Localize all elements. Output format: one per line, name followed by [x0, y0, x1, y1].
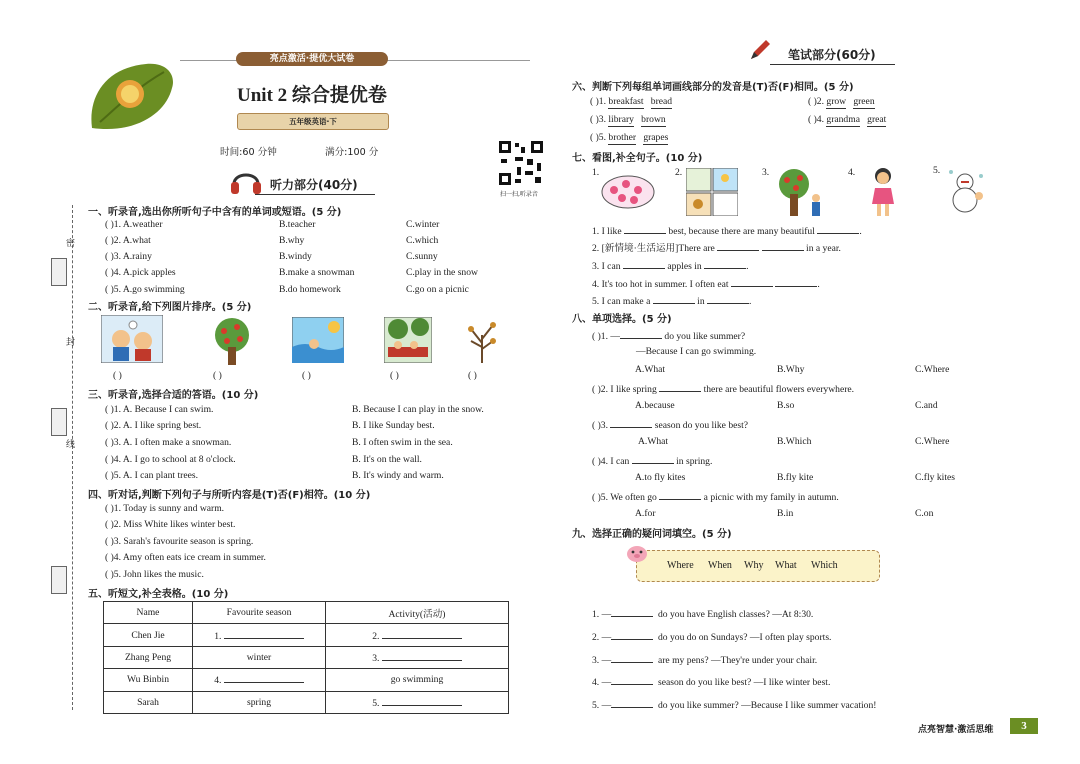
s7-q1: 1. I like best, because there are many beautiful . [592, 226, 862, 237]
pic-girl-summer [868, 166, 898, 216]
s9-q2: 2. — do you do on Sundays? —I often play sports. [592, 632, 832, 643]
s7-pic-num-5: 5. [933, 165, 941, 176]
s2-bracket-5[interactable]: ( ) [468, 370, 477, 381]
side-box-2 [51, 408, 67, 436]
s4-q4: ( )4. Amy often eats ice cream in summer. [105, 552, 266, 563]
answer-blank[interactable] [775, 277, 817, 287]
s7-pic-num-1: 1. [592, 167, 600, 178]
s8-q4-opt-c: C.fly kites [915, 472, 955, 483]
s9-q5: 5. — do you like summer? —Because I like summer vacation! [592, 700, 877, 711]
s8-q3-opt-a: A.What [638, 436, 669, 447]
qr-code[interactable] [497, 139, 545, 187]
headphones-icon [230, 166, 262, 196]
answer-blank[interactable] [611, 653, 653, 663]
s2-bracket-2[interactable]: ( ) [213, 370, 222, 381]
s3-q2-a: ( )2. A. I like spring best. [105, 420, 202, 431]
s8-title: 八、单项选择。(5 分) [572, 314, 672, 325]
pic-apple-picking [774, 168, 826, 216]
season-table [103, 601, 509, 714]
s7-pic-num-4: 4. [848, 167, 856, 178]
answer-blank[interactable] [623, 259, 665, 269]
s7-q5: 5. I can make a in . [592, 296, 752, 307]
pic-picnic [384, 317, 432, 363]
s8-q4-opt-b: B.fly kite [777, 472, 814, 483]
s8-q4: ( )4. I can in spring. [592, 456, 713, 467]
s3-q5-a: ( )5. A. I can plant trees. [105, 470, 198, 481]
s1-q2-c: C.which [406, 235, 439, 246]
answer-blank[interactable] [611, 698, 653, 708]
s9-q3: 3. — are my pens? —They're under your chair. [592, 655, 818, 666]
s9-q4: 4. — season do you like best? —I like winter best. [592, 677, 831, 688]
s1-q4-c: C.play in the snow [406, 267, 478, 278]
s4-q2: ( )2. Miss White likes winter best. [105, 519, 236, 530]
s1-q1-c: C.winter [406, 219, 440, 230]
s2-bracket-4[interactable]: ( ) [390, 370, 399, 381]
table-cell: Wu Binbin [104, 669, 193, 691]
s8-q1-line2: —Because I can go swimming. [636, 346, 757, 357]
table-blank-cell[interactable]: 2. [326, 624, 509, 646]
word-what: What [775, 560, 797, 571]
full-score: 满分:100 分 [325, 147, 379, 158]
qr-caption: 扫一扫,听录音 [500, 191, 538, 198]
s4-q3: ( )3. Sarah's favourite season is spring. [105, 536, 254, 547]
s8-q3-opt-c: C.Where [915, 436, 950, 447]
pic-apple-tree [207, 317, 257, 365]
s7-pic-num-2: 2. [675, 167, 683, 178]
header-badge: 亮点激活·提优大试卷 [236, 52, 388, 66]
s8-q2-opt-b: B.so [777, 400, 795, 411]
s8-q3-opt-b: B.Which [777, 436, 812, 447]
s3-q3-b: B. I often swim in the sea. [352, 437, 453, 448]
s8-q2: ( )2. I like spring there are beautiful flowers everywhere. [592, 384, 855, 395]
answer-blank[interactable] [659, 490, 701, 500]
s1-q1-a: ( )1. A.weather [105, 219, 163, 230]
s9-title: 九、选择正确的疑问词填空。(5 分) [572, 529, 732, 540]
s6-q5: ( )5. brother grapes [590, 132, 669, 143]
s3-q5-b: B. It's windy and warm. [352, 470, 444, 481]
answer-blank[interactable] [611, 675, 653, 685]
answer-blank[interactable] [610, 418, 652, 428]
table-cell: winter [193, 646, 326, 668]
s1-q4-b: B.make a snowman [279, 267, 355, 278]
word-which: Which [811, 560, 838, 571]
answer-blank[interactable] [620, 329, 662, 339]
writing-title: 笔试部分(60分) [788, 48, 876, 62]
pig-icon [626, 545, 648, 563]
page-number: 3 [1010, 718, 1038, 734]
s6-q4: ( )4. grandma great [808, 114, 887, 125]
footer-slogan: 点亮智慧·激活思维 [918, 725, 994, 735]
s1-q1-b: B.teacher [279, 219, 316, 230]
s1-q5-c: C.go on a picnic [406, 284, 469, 295]
s7-q2: 2. [新情境·生活运用]There are in a year. [592, 243, 841, 254]
table-blank-cell[interactable]: 3. [326, 646, 509, 668]
s5-title: 五、听短文,补全表格。(10 分) [88, 589, 229, 600]
s2-bracket-3[interactable]: ( ) [302, 370, 311, 381]
side-box-3 [51, 566, 67, 594]
s3-q4-b: B. It's on the wall. [352, 454, 422, 465]
s8-q2-opt-c: C.and [915, 400, 938, 411]
listening-title: 听力部分(40分) [270, 178, 358, 192]
s1-q3-a: ( )3. A.rainy [105, 251, 152, 262]
word-where: Where [667, 560, 694, 571]
side-label-3: 线 [66, 440, 76, 450]
s8-q1-opt-a: A.What [635, 364, 666, 375]
s8-q2-opt-a: A.because [635, 400, 675, 411]
binding-line [72, 205, 73, 710]
s9-q1: 1. — do you have English classes? —At 8:30. [592, 609, 814, 620]
exam-time: 时间:60 分钟 [220, 147, 277, 158]
writing-underline [770, 64, 895, 65]
s6-title: 六、判断下列每组单词画线部分的发音是(T)否(F)相同。(5 分) [572, 82, 854, 93]
word-when: When [708, 560, 732, 571]
s8-q4-opt-a: A.to fly kites [635, 472, 686, 483]
s7-q4: 4. It's too hot in summer. I often eat . [592, 279, 820, 290]
pic-swimming [292, 317, 344, 363]
s1-q2-a: ( )2. A.what [105, 235, 151, 246]
answer-blank[interactable] [762, 241, 804, 251]
s3-q2-b: B. I like Sunday best. [352, 420, 435, 431]
answer-blank[interactable] [717, 241, 759, 251]
answer-blank[interactable] [611, 607, 653, 617]
s1-q5-b: B.do homework [279, 284, 341, 295]
table-header-name: Name [104, 602, 193, 624]
s8-q5-opt-a: A.for [635, 508, 656, 519]
s6-q2: ( )2. grow green [808, 96, 875, 107]
answer-blank[interactable] [704, 259, 746, 269]
answer-blank[interactable] [817, 224, 859, 234]
answer-blank[interactable] [653, 294, 695, 304]
s8-q5-opt-c: C.on [915, 508, 934, 519]
s8-q1-opt-c: C.Where [915, 364, 950, 375]
s7-title: 七、看图,补全句子。(10 分) [572, 153, 703, 164]
answer-blank[interactable] [707, 294, 749, 304]
answer-blank[interactable] [659, 382, 701, 392]
s1-title: 一、听录音,选出你所听句子中含有的单词或短语。(5 分) [88, 207, 342, 218]
answer-blank[interactable] [611, 630, 653, 640]
table-blank-cell[interactable]: 5. [326, 691, 509, 713]
s8-q5: ( )5. We often go a picnic with my family in autumn. [592, 492, 839, 503]
s6-q1: ( )1. breakfast bread [590, 96, 673, 107]
table-cell: Zhang Peng [104, 646, 193, 668]
s7-pic-num-3: 3. [762, 167, 770, 178]
s4-q5: ( )5. John likes the music. [105, 569, 204, 580]
s3-title: 三、听录音,选择合适的答语。(10 分) [88, 390, 259, 401]
answer-blank[interactable] [632, 454, 674, 464]
listening-underline [255, 194, 375, 195]
s3-q1-a: ( )1. A. Because I can swim. [105, 404, 214, 415]
table-header-season: Favourite season [193, 602, 326, 624]
table-cell: go swimming [326, 669, 509, 691]
s8-q3: ( )3. season do you like best? [592, 420, 749, 431]
side-box-1 [51, 258, 67, 286]
table-cell: spring [193, 691, 326, 713]
s1-q3-b: B.windy [279, 251, 312, 262]
table-cell: Chen Jie [104, 624, 193, 646]
s3-q4-a: ( )4. A. I go to school at 8 o'clock. [105, 454, 236, 465]
s7-q3: 3. I can apples in . [592, 261, 749, 272]
table-cell: Sarah [104, 691, 193, 713]
s3-q1-b: B. Because I can play in the snow. [352, 404, 484, 415]
pic-snowball-fight [101, 315, 163, 363]
s4-q1: ( )1. Today is sunny and warm. [105, 503, 225, 514]
table-header-activity: Activity(活动) [326, 602, 509, 624]
pen-icon [748, 38, 772, 62]
table-blank-cell[interactable]: 4. [193, 669, 326, 691]
side-label-2: 封 [66, 338, 76, 348]
grade-ribbon: 五年级英语·下 [237, 113, 389, 130]
s6-q3: ( )3. library brown [590, 114, 666, 125]
answer-blank[interactable] [731, 277, 773, 287]
s2-title: 二、听录音,给下列图片排序。(5 分) [88, 302, 252, 313]
s4-title: 四、听对话,判断下列句子与所听内容是(T)否(F)相符。(10 分) [88, 490, 371, 501]
word-why: Why [744, 560, 764, 571]
pic-snowman [945, 166, 987, 214]
s1-q5-a: ( )5. A.go swimming [105, 284, 185, 295]
s1-q3-c: C.sunny [406, 251, 438, 262]
s2-bracket-1[interactable]: ( ) [113, 370, 122, 381]
pic-autumn-tree [463, 317, 501, 363]
answer-blank[interactable] [624, 224, 666, 234]
side-label-1: 密 [66, 239, 76, 249]
table-blank-cell[interactable]: 1. [193, 624, 326, 646]
s8-q5-opt-b: B.in [777, 508, 794, 519]
pic-flowers [600, 170, 656, 214]
s1-q4-a: ( )4. A.pick apples [105, 267, 176, 278]
pic-four-seasons [686, 168, 738, 216]
leaf-logo [86, 58, 178, 138]
s1-q2-b: B.why [279, 235, 305, 246]
s8-q1-opt-b: B.Why [777, 364, 805, 375]
s8-q1: ( )1. — do you like summer? [592, 331, 746, 342]
s3-q3-a: ( )3. A. I often make a snowman. [105, 437, 232, 448]
page-title: Unit 2 综合提优卷 [237, 85, 387, 106]
